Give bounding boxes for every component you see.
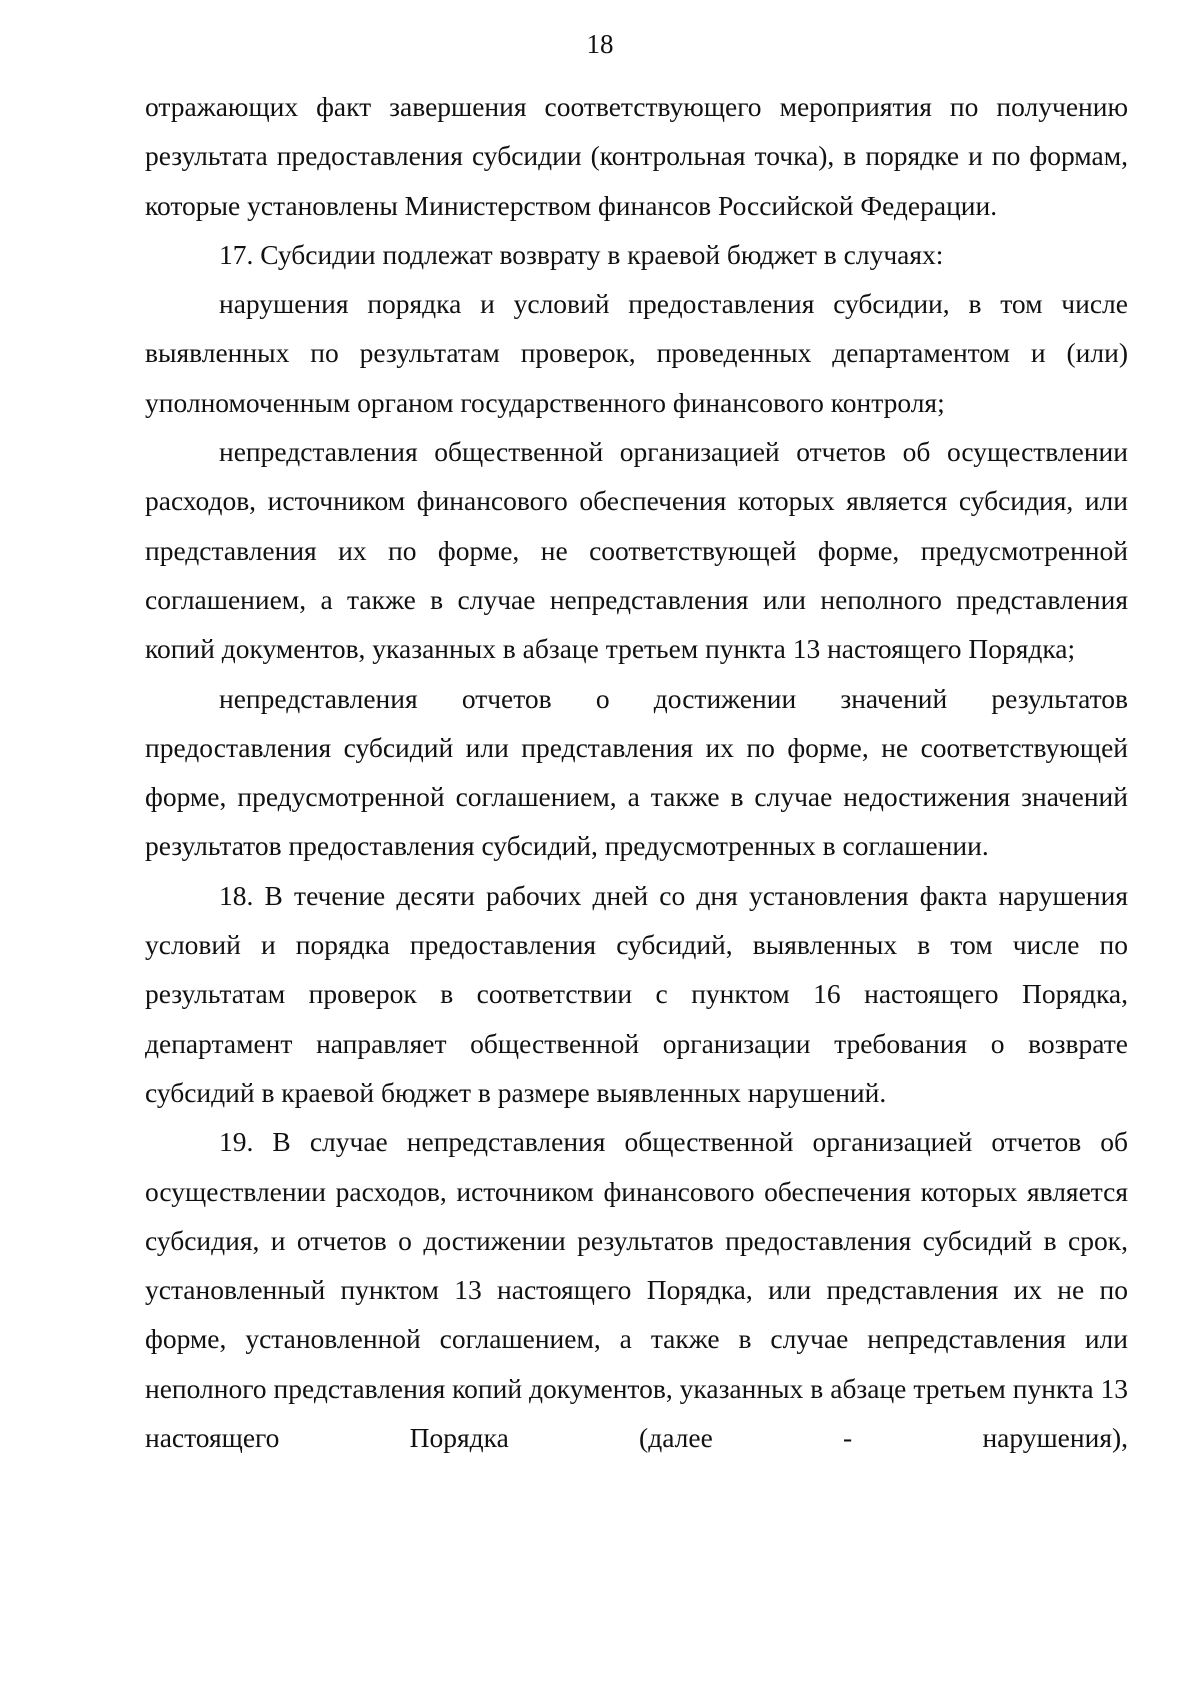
document-body bbox=[145, 82, 1128, 1462]
paragraph-17-case-3: непредставления отчетов о достижении значений результатов предоставления субсидий или представления их по форме, не соответствующей форме, предусмотренной соглашением, а также в случае недостижения значений результатов предоставления субсидий, предусмотренных в соглашении. bbox=[145, 682, 1128, 862]
paragraph-continuation: отражающих факт завершения соответствующего мероприятия по получению результата предоставления субсидии (контрольная точка), в порядке и по формам, которые установлены Министерством финансов Российской Федерации. bbox=[145, 91, 1128, 221]
paragraph-17-case-2: непредставления общественной организацией отчетов об осуществлении расходов, источником финансового обеспечения которых является субсидия, или представления их по форме, не соответствующей форме, предусмотренной соглашением, а также в случае непредставления или неполного представления копий документов, указанных в абзаце третьем пункта 13 настоящего Порядка; bbox=[145, 436, 1128, 665]
paragraph-19: 19. В случае непредставления общественной организацией отчетов об осуществлении расходов, источником финансового обеспечения которых является субсидия, и отчетов о достижении результатов предоставления субсидий в срок, установленный пунктом 13 настоящего Порядка, или представления их не по форме, установленной соглашением, а также в случае непредставления или неполного представления копий документов, указанных в абзаце третьем пункта 13 настоящего Порядка (далее - нарушения), bbox=[145, 1126, 1128, 1454]
page-number: 18 bbox=[586, 29, 614, 59]
paragraph-17-case-1: нарушения порядка и условий предоставления субсидии, в том числе выявленных по результатам проверок, проведенных департаментом и (или) уполномоченным органом государственного финансового контроля; bbox=[145, 288, 1128, 418]
paragraph-17: 17. Субсидии подлежат возврату в краевой бюджет в случаях: bbox=[219, 238, 944, 270]
paragraph-18: 18. В течение десяти рабочих дней со дня установления факта нарушения условий и порядка предоставления субсидий, выявленных в том числе по результатам проверок в соответствии с пунктом 16 настоящего Порядка, департамент направляет общественной организации требования о возврате субсидий в краевой бюджет в размере выявленных нарушений. bbox=[145, 879, 1128, 1108]
